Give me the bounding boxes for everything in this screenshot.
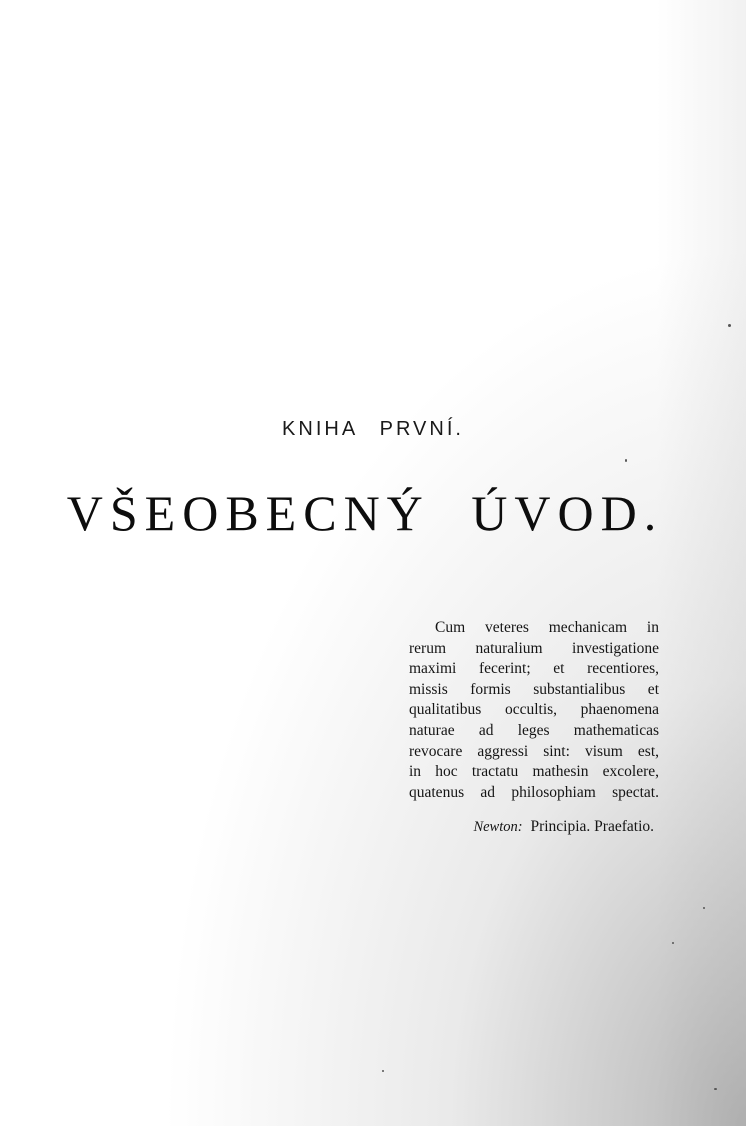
epigraph-line: rerum naturalium investigatione bbox=[409, 639, 659, 657]
chapter-title: VŠEOBECNÝ ÚVOD. bbox=[66, 485, 664, 541]
epigraph-line: missis formis substantialibus et bbox=[409, 680, 659, 698]
epigraph-line: Cum veteres mechanicam in bbox=[435, 619, 659, 636]
scan-speck bbox=[703, 907, 705, 909]
epigraph-line: qualitatibus occultis, phaenomena bbox=[409, 701, 659, 719]
scan-speck bbox=[625, 459, 627, 462]
epigraph-attribution bbox=[409, 818, 654, 836]
attribution-work: Principia. Praefatio. bbox=[530, 818, 654, 835]
scan-speck bbox=[382, 1070, 384, 1072]
epigraph-line: in hoc tractatu mathesin excolere, bbox=[409, 763, 659, 781]
scan-speck bbox=[728, 324, 731, 327]
epigraph bbox=[409, 618, 659, 803]
scan-speck bbox=[672, 942, 674, 944]
scan-speck bbox=[714, 1088, 717, 1090]
epigraph-line: revocare aggressi sint: visum est, bbox=[409, 742, 659, 760]
attribution-author: Newton: bbox=[473, 819, 523, 835]
epigraph-line: maximi fecerint; et recentiores, bbox=[409, 660, 659, 678]
epigraph-line: naturae ad leges mathematicas bbox=[409, 721, 659, 739]
epigraph-line: quatenus ad philosophiam spectat. bbox=[409, 783, 659, 801]
book-label: KNIHA PRVNÍ. bbox=[282, 418, 464, 440]
